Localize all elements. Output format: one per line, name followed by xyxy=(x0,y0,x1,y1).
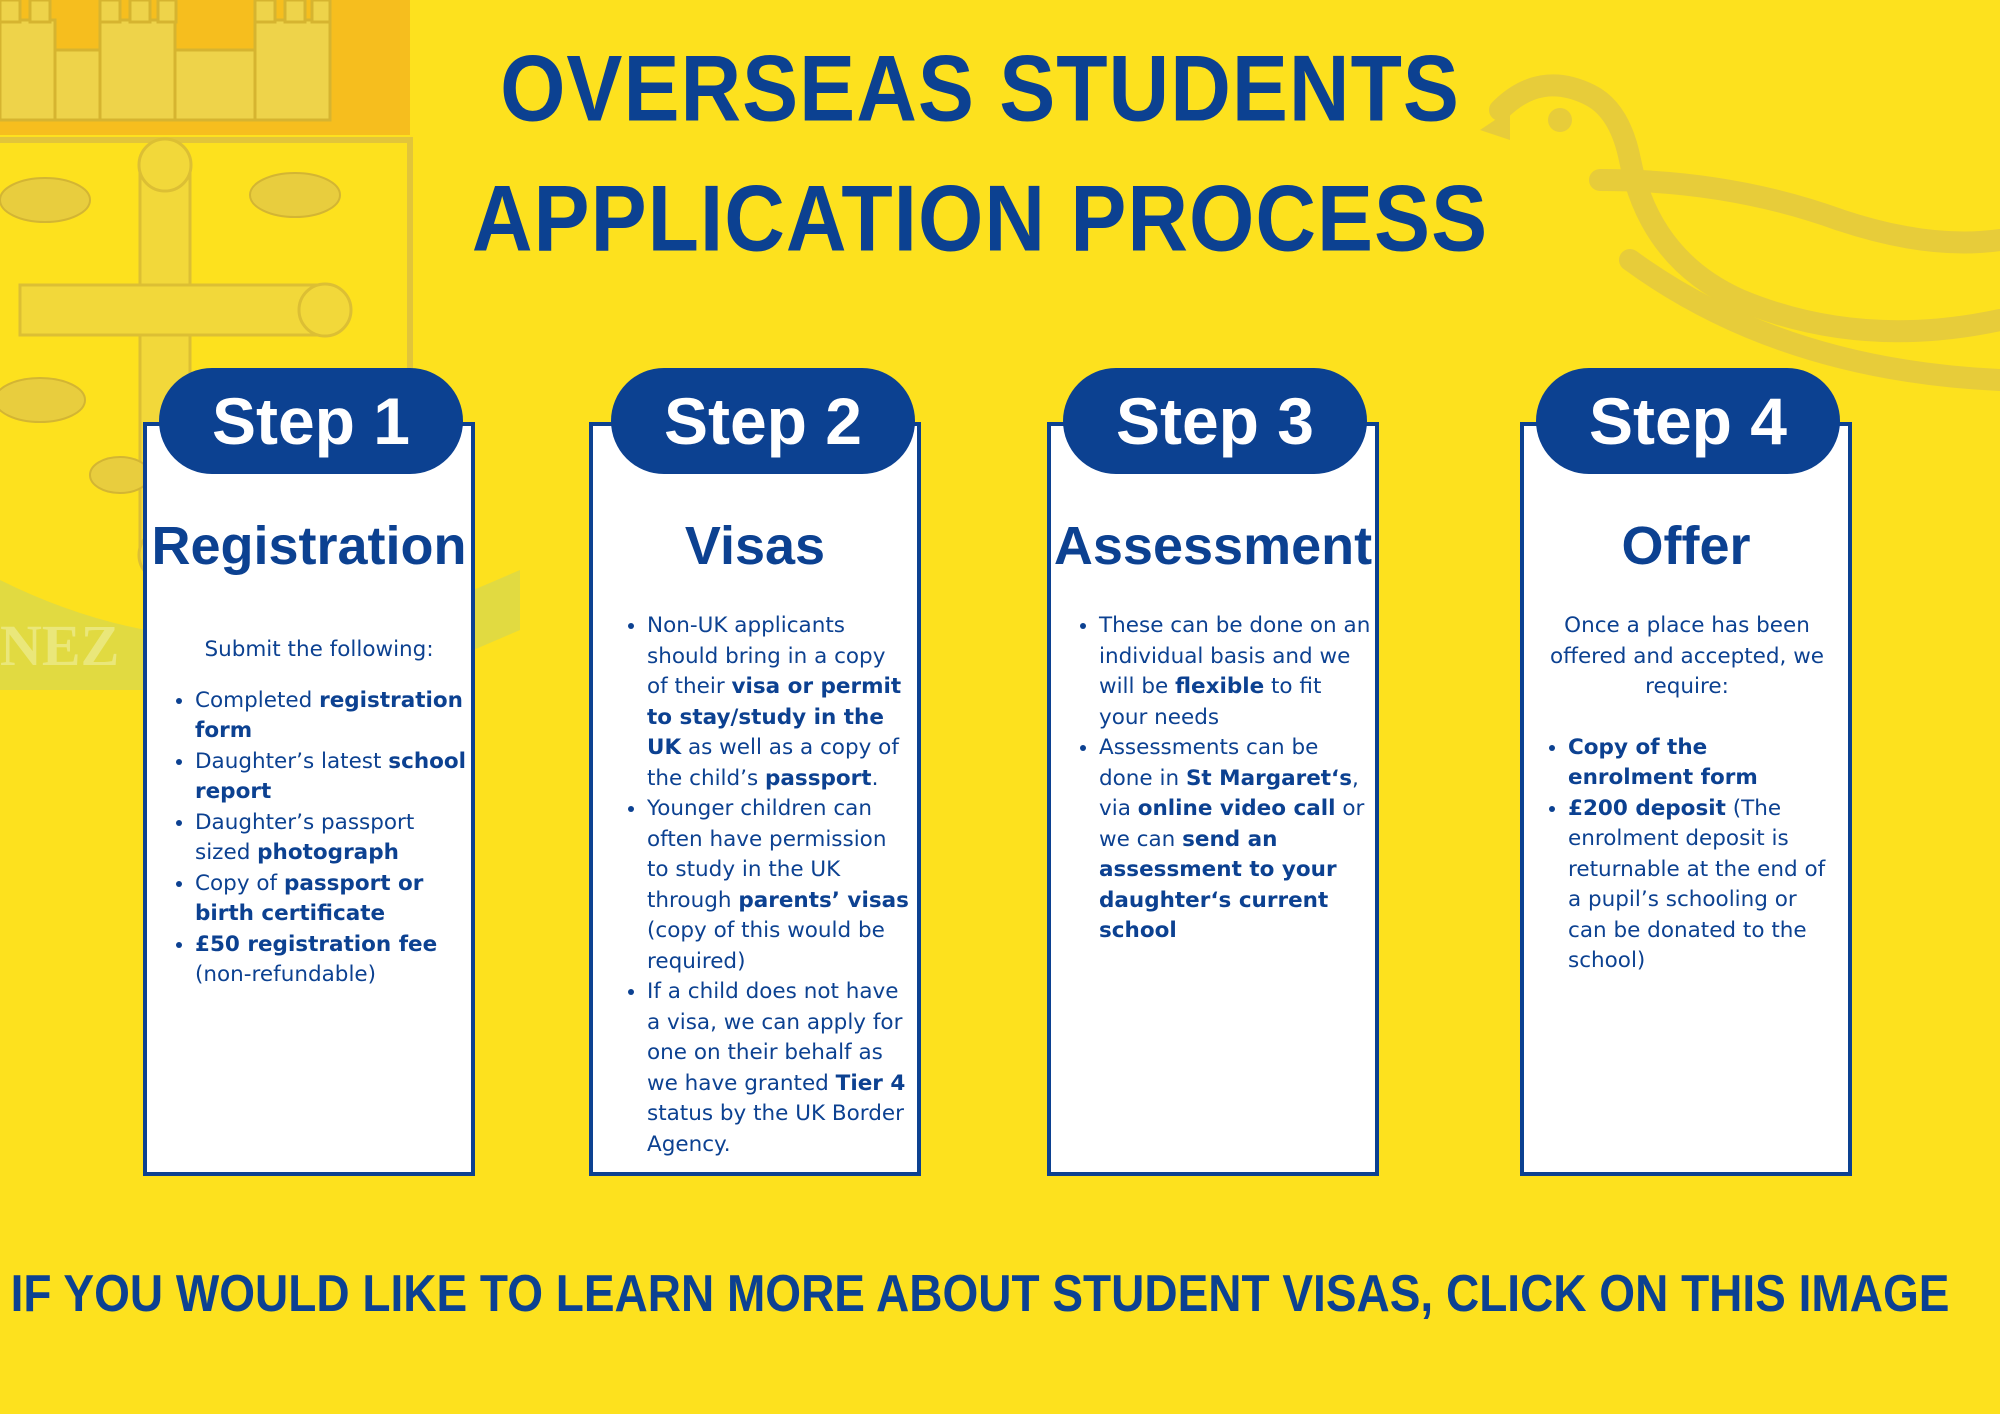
step-1-body xyxy=(169,635,469,991)
list-item: • Younger children can often have permission to study in the UK through parents’ visas (copy of this would be required) xyxy=(647,794,911,977)
step-4-badge: Step 4 xyxy=(1536,368,1840,474)
list-item: • Assessments can be done in St Margaret‘s, via online video call or we can send an assessment to your daughter‘s current school xyxy=(1099,733,1373,947)
learn-more-visas-link[interactable]: IF YOU WOULD LIKE TO LEARN MORE ABOUT STUDENT VISAS, CLICK ON THIS IMAGE xyxy=(10,1263,1950,1323)
list-item: • Completed registration form xyxy=(195,686,469,747)
list-item: • Non-UK applicants should bring in a copy of their visa or permit to stay/study in the UK as well as a copy of the child’s passport. xyxy=(647,611,911,794)
step-4-body xyxy=(1542,611,1832,977)
step-2-body xyxy=(621,611,911,1160)
step-1-badge: Step 1 xyxy=(159,368,463,474)
step-2-heading: Visas xyxy=(684,516,826,576)
step-4-list xyxy=(1542,733,1832,977)
list-item: • These can be done on an individual basis and we will be flexible to fit your needs xyxy=(1099,611,1373,733)
step-4-intro: Once a place has been offered and accepted, we require: xyxy=(1549,613,1825,699)
step-1-heading: Registration xyxy=(151,516,467,576)
list-item: • Daughter’s latest school report xyxy=(195,747,469,808)
step-1-intro: Submit the following: xyxy=(204,637,434,662)
step-3-list xyxy=(1073,611,1373,947)
list-item: • Copy of passport or birth certificate xyxy=(195,869,469,930)
list-item: • Daughter’s passport sized photograph xyxy=(195,808,469,869)
step-1-list xyxy=(169,686,469,991)
step-2-list xyxy=(621,611,911,1160)
step-3-badge: Step 3 xyxy=(1063,368,1367,474)
step-3-body xyxy=(1073,611,1373,947)
step-2-badge: Step 2 xyxy=(611,368,915,474)
page-title-line-2: APPLICATION PROCESS xyxy=(471,165,1489,271)
svg-text:NEZ: NEZ xyxy=(0,613,120,678)
list-item: • If a child does not have a visa, we can apply for one on their behalf as we have granted Tier 4 status by the UK Border Agency. xyxy=(647,977,911,1160)
list-item: • £200 deposit (The enrolment deposit is returnable at the end of a pupil’s schooling or can be donated to the school) xyxy=(1568,794,1832,977)
page-title-line-1: OVERSEAS STUDENTS xyxy=(500,35,1460,141)
list-item: • Copy of the enrolment form xyxy=(1568,733,1832,794)
list-item: • £50 registration fee (non-refundable) xyxy=(195,930,469,991)
step-3-heading: Assessment xyxy=(1053,516,1373,576)
step-4-heading: Offer xyxy=(1621,516,1751,576)
